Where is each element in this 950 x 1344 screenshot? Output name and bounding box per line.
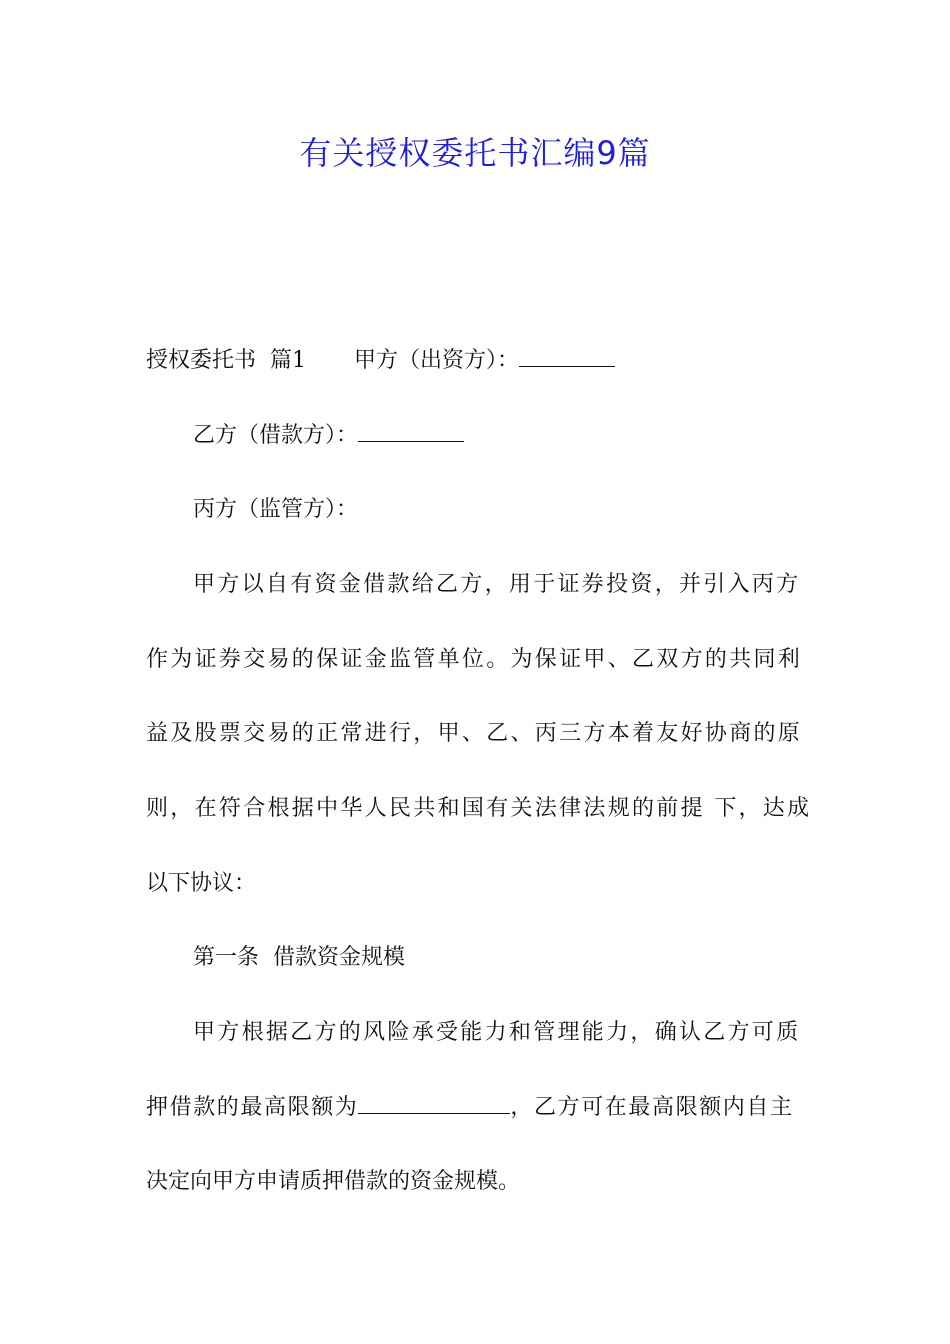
- para2-line-1: 甲方根据乙方的风险承受能力和管理能力，确认乙方可质: [193, 1020, 801, 1045]
- para1-line-1: 甲方以自有资金借款给乙方，用于证券投资，并引入丙方: [193, 572, 801, 597]
- article1-number: 第一条: [193, 945, 260, 970]
- para1-line-5: 以下协议：: [146, 871, 257, 896]
- article1-heading-line: [193, 943, 405, 973]
- article1-title: 借款资金规模: [273, 945, 406, 970]
- para2-line-3: 决定向甲方申请质押借款的资金规模。: [146, 1169, 521, 1194]
- party-b-blank: [358, 421, 464, 442]
- party-a-blank: [519, 346, 615, 367]
- para2-line2-before: 押借款的最高限额为: [146, 1095, 359, 1120]
- party-a-label: 甲方（出资方）：: [354, 348, 520, 373]
- para1-line-2: 作为证券交易的保证金监管单位。为保证甲、乙双方的共同利: [146, 647, 803, 672]
- para2-line2-after: ，乙方可在最高限额内自主: [510, 1095, 794, 1120]
- para1-line-4: 则，在符合根据中华人民共和国有关法律法规的前提 下，达成: [146, 796, 812, 821]
- max-limit-blank: [358, 1093, 510, 1114]
- para2-line-2: [146, 1093, 794, 1123]
- para1-line-3: 益及股票交易的正常进行，甲、乙、丙三方本着友好协商的原: [146, 721, 803, 746]
- header-line: [146, 346, 615, 376]
- party-b-line: [193, 421, 464, 451]
- section-label: 篇1: [270, 348, 307, 373]
- party-c-line: [193, 495, 358, 525]
- header-label: 授权委托书: [146, 348, 257, 373]
- party-b-label: 乙方（借款方）：: [193, 423, 359, 448]
- party-c-label: 丙方（监管方）：: [193, 497, 359, 522]
- document-title: 有关授权委托书汇编9篇: [299, 134, 651, 172]
